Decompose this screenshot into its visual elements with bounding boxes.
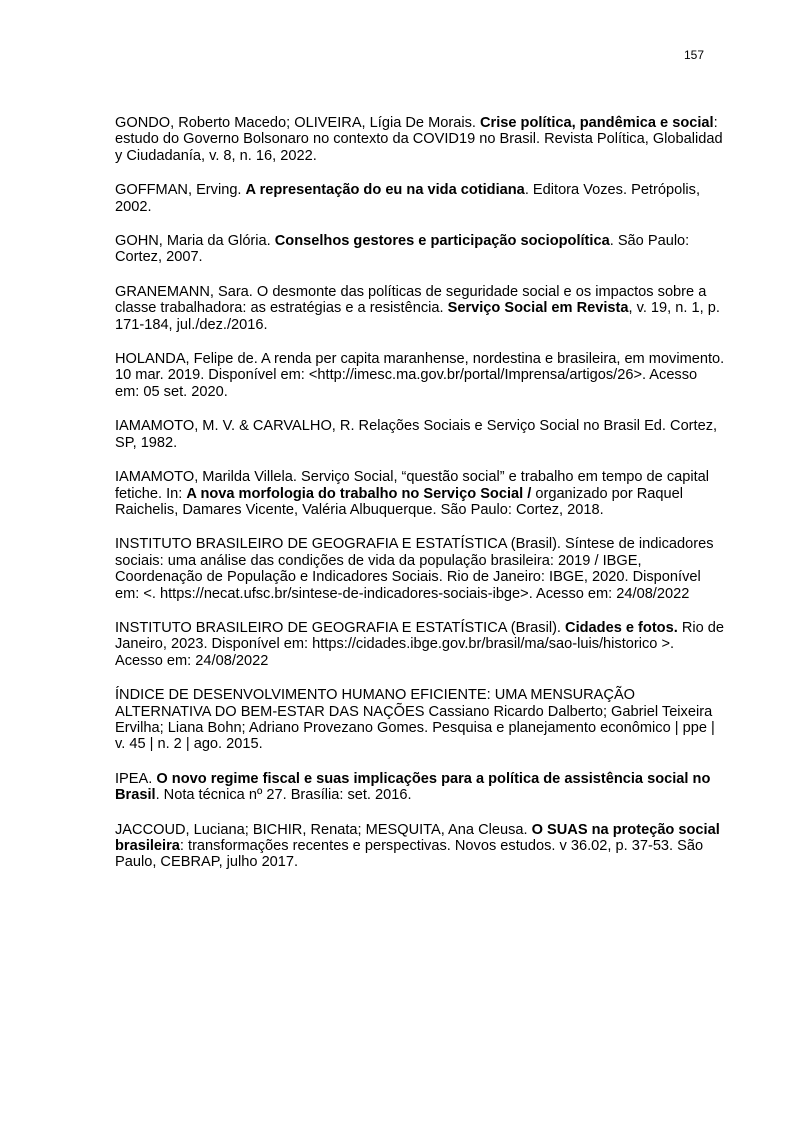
reference-entry [115, 351, 725, 400]
reference-title: Crise política, pandêmica e social [479, 115, 714, 131]
reference-entry [115, 182, 725, 215]
reference-entry [115, 418, 725, 451]
reference-text: organizado por Raquel Raichelis, Damares Vicente, Valéria Albuquerque. São Paulo: Cortez, 2018. [115, 485, 684, 518]
reference-text: . Editora Vozes. Petrópolis, 2002. [115, 182, 701, 215]
reference-text: : estudo do Governo Bolsonaro no contexto da COVID19 no Brasil. Revista Política, Globalidad y Ciudadanía, v. 8, n. 16, 2022. [115, 115, 723, 164]
reference-text: INSTITUTO BRASILEIRO DE GEOGRAFIA E ESTATÍSTICA (Brasil). Síntese de indicadores sociais: uma análise das condições de vida da população brasileira: 2019 / IBGE, Coordenação de População e Indicadores Sociais. Rio de Janeiro: IBGE, 2020. Disponível em: <. https://necat.ufsc.br/sintese-de-indicadores-sociais-ibge>. Acesso em: 24/08/2022 [115, 536, 714, 602]
reference-text: JACCOUD, Luciana; BICHIR, Renata; MESQUITA, Ana Cleusa. [115, 821, 532, 838]
reference-entry [115, 536, 725, 602]
reference-entry [115, 687, 725, 753]
reference-text: IAMAMOTO, M. V. & CARVALHO, R. Relações Sociais e Serviço Social no Brasil Ed. Cortez, SP, 1982. [115, 418, 718, 451]
reference-entry [115, 469, 725, 518]
reference-title: Cidades e fotos. [565, 619, 678, 636]
reference-text: GOHN, Maria da Glória. [115, 233, 275, 250]
reference-text: INSTITUTO BRASILEIRO DE GEOGRAFIA E ESTATÍSTICA (Brasil). [115, 619, 566, 636]
reference-text: IAMAMOTO, Marilda Villela. Serviço Social, “questão social” e trabalho em tempo de capital fetiche. In: [115, 469, 710, 502]
reference-text: ÍNDICE DE DESENVOLVIMENTO HUMANO EFICIENTE: UMA MENSURAÇÃO ALTERNATIVA DO BEM-ESTAR DAS NAÇÕES Cassiano Ricardo Dalberto; Gabriel Teixeira Ervilha; Liana Bohn; Adriano Provezano Gomes. Pesquisa e planejamento econômico | ppe | v. 45 | n. 2 | ago. 2015. [115, 687, 715, 753]
reference-text: , v. 19, n. 1, p. 171-184, jul./dez./2016. [115, 300, 720, 333]
reference-entry [115, 771, 725, 804]
page-number: 157 [683, 48, 704, 62]
reference-text: : transformações recentes e perspectivas. Novos estudos. v 36.02, p. 37-53. São Paulo, CEBRAP, julho 2017. [115, 838, 704, 871]
reference-title: A nova morfologia do trabalho no Serviço Social / [186, 485, 532, 502]
reference-title: O SUAS na proteção social brasileira [115, 821, 720, 854]
reference-title: Conselhos gestores e participação sociopolítica [274, 233, 610, 250]
reference-title: A representação do eu na vida cotidiana [245, 182, 525, 199]
reference-title: O novo regime fiscal e suas implicações para a política de assistência social no Brasil [115, 770, 711, 804]
reference-list [115, 115, 725, 889]
reference-text: IPEA. [115, 770, 157, 787]
reference-entry [115, 284, 725, 333]
reference-text: GRANEMANN, Sara. O desmonte das políticas de seguridade social e os impactos sobre a classe trabalhadora: as estratégias e a resistência. [115, 283, 707, 317]
reference-title: Serviço Social em Revista [447, 300, 629, 317]
reference-text: . São Paulo: Cortez, 2007. [115, 233, 690, 266]
reference-text: . Nota técnica nº 27. Brasília: set. 2016. [155, 787, 412, 804]
reference-entry [115, 115, 725, 164]
reference-text: HOLANDA, Felipe de. A renda per capita maranhense, nordestina e brasileira, em movimento. 10 mar. 2019. Disponível em: <http://imesc.ma.gov.br/portal/Imprensa/artigos/26>. Acesso em: 05 set. 2020. [115, 351, 725, 400]
reference-entry [115, 620, 725, 669]
reference-entry [115, 233, 725, 266]
reference-text: Rio de Janeiro, 2023. Disponível em: https://cidades.ibge.gov.br/brasil/ma/sao-luis/historico >. Acesso em: 24/08/2022 [115, 619, 725, 669]
reference-entry [115, 822, 725, 871]
reference-text: GONDO, Roberto Macedo; OLIVEIRA, Lígia De Morais. [115, 115, 480, 131]
reference-text: GOFFMAN, Erving. [115, 182, 246, 199]
